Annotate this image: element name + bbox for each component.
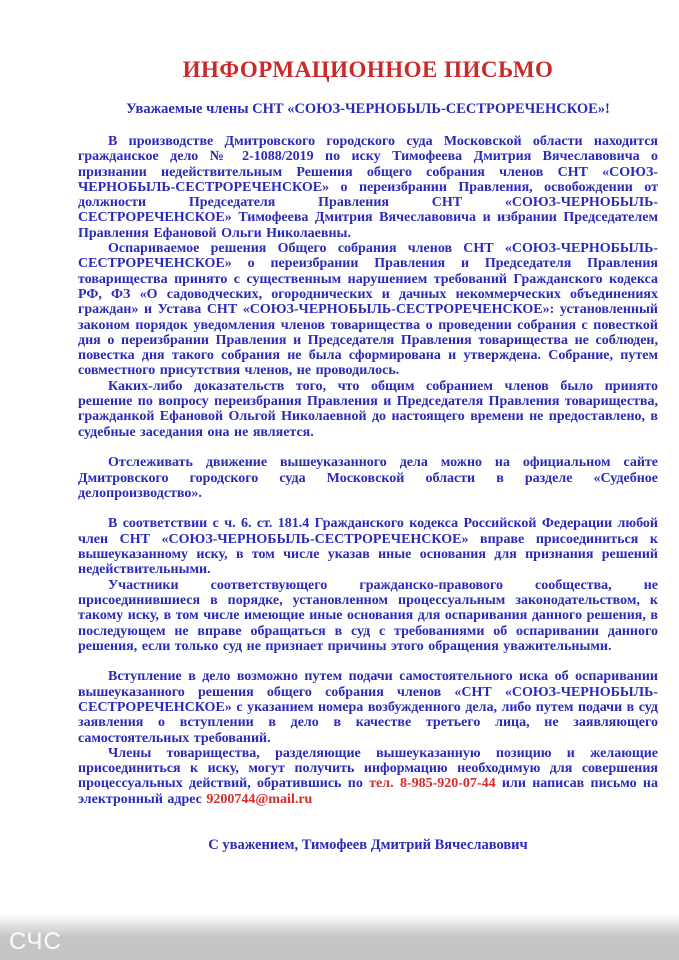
email-address: 9200744@mail.ru	[206, 791, 313, 807]
text-segment: Участники соответствующего гражданско-правового сообщества, не присоединившиеся в порядке, установленном процессуальным законодательством, к такому иску, в том числе имеющие иные основания для оспаривания данного решения, в последующем не вправе обращаться в суд с требованиями об оспаривании данного решения, если только суд не признает причины этого обращения уважительными.	[78, 577, 658, 654]
phone-number: тел. 8-985-920-07-44	[369, 776, 496, 792]
text-segment: В соответствии с ч. 6. ст. 181.4 Гражданского кодекса Российской Федерации любой член СНТ «СОЮЗ-ЧЕРНОБЫЛЬ-СЕСТРОРЕЧЕНСКОЕ» вправе присоединиться к вышеуказанному иску, в том числе указав иные основания для признания решений недействительными.	[78, 516, 658, 578]
paragraph	[78, 455, 658, 501]
text-segment: Вступление в дело возможно путем подачи самостоятельного иска об оспаривании вышеуказанного решения общего собрания членов «СНТ «СОЮЗ-ЧЕРНОБЫЛЬ-СЕСТРОРЕЧЕНСКОЕ» с указанием номера возбужденного дела, либо путем подачи в суд заявления о вступлении в дело в качестве третьего лица, не заявляющего самостоятельных требований.	[78, 669, 658, 746]
footer-bar	[0, 914, 679, 960]
watermark-text: СЧС	[9, 928, 62, 955]
document-body	[78, 134, 658, 807]
paragraph	[78, 746, 658, 807]
paragraph	[78, 134, 658, 241]
text-segment: В производстве Дмитровского городского суда Московской области находится гражданское дело № 2-1088/2019 по иску Тимофеева Дмитрия Вячеславовича о признании недействительным Решения общего собрания членов СНТ «СОЮЗ-ЧЕРНОБЫЛЬ-СЕСТРОРЕЧЕНСКОЕ» о переизбрании Правления, освобождении от должности Председателя Правления СНТ «СОЮЗ-ЧЕРНОБЫЛЬ-СЕСТРОРЕЧЕНСКОЕ» Тимофеева Дмитрия Вячеславовича и избрании Председателем Правления Ефановой Ольги Николаевны.	[78, 134, 658, 241]
paragraph	[78, 669, 658, 745]
text-segment: Члены товарищества, разделяющие вышеуказанную позицию и желающие присоединиться к иску, могут получить информацию необходимую для совершения процессуальных действий, обратившись по	[78, 745, 658, 792]
text-segment: Оспариваемое решения Общего собрания членов СНТ «СОЮЗ-ЧЕРНОБЫЛЬ-СЕСТРОРЕЧЕНСКОЕ» о переизбрании Правления и Председателя Правления товарищества принято с существенным нарушением требований Гражданского кодекса РФ, ФЗ «О садоводческих, огороднических и дачных некоммерческих объединениях граждан» и Устава СНТ «СОЮЗ-ЧЕРНОБЫЛЬ-СЕСТРОРЕЧЕНСКОЕ»: установленный законом порядок уведомления членов товарищества о проведении собрания с повесткой дня о переизбрании Правления и Председателя Правления товарищества не соблюден, повестка дня такого собрания не была сформирована и утверждена. Собрание, путем совместного присутствия членов, не проводилось.	[78, 241, 658, 379]
document-title: ИНФОРМАЦИОННОЕ ПИСЬМО	[182, 57, 554, 82]
signature-line: С уважением, Тимофеев Дмитрий Вячеславович	[208, 837, 528, 854]
text-segment: Отслеживать движение вышеуказанного дела можно на официальном сайте Дмитровского городского суда Московской области в разделе «Судебное делопроизводство».	[78, 455, 658, 501]
greeting-line: Уважаемые члены СНТ «СОЮЗ-ЧЕРНОБЫЛЬ-СЕСТРОРЕЧЕНСКОЕ»!	[126, 101, 610, 117]
paragraph	[78, 578, 658, 654]
text-segment: или написав письмо на электронный адрес	[78, 776, 658, 807]
text-segment: Каких-либо доказательств того, что общим собранием членов было принято решение по вопросу переизбрания Правления и Председателя Правления товарищества, гражданкой Ефановой Ольгой Николаевной до настоящего времени не предоставлено, в судебные заседания она не является.	[78, 378, 658, 440]
paragraph	[78, 241, 658, 379]
paragraph	[78, 379, 658, 440]
paragraph	[78, 516, 658, 577]
